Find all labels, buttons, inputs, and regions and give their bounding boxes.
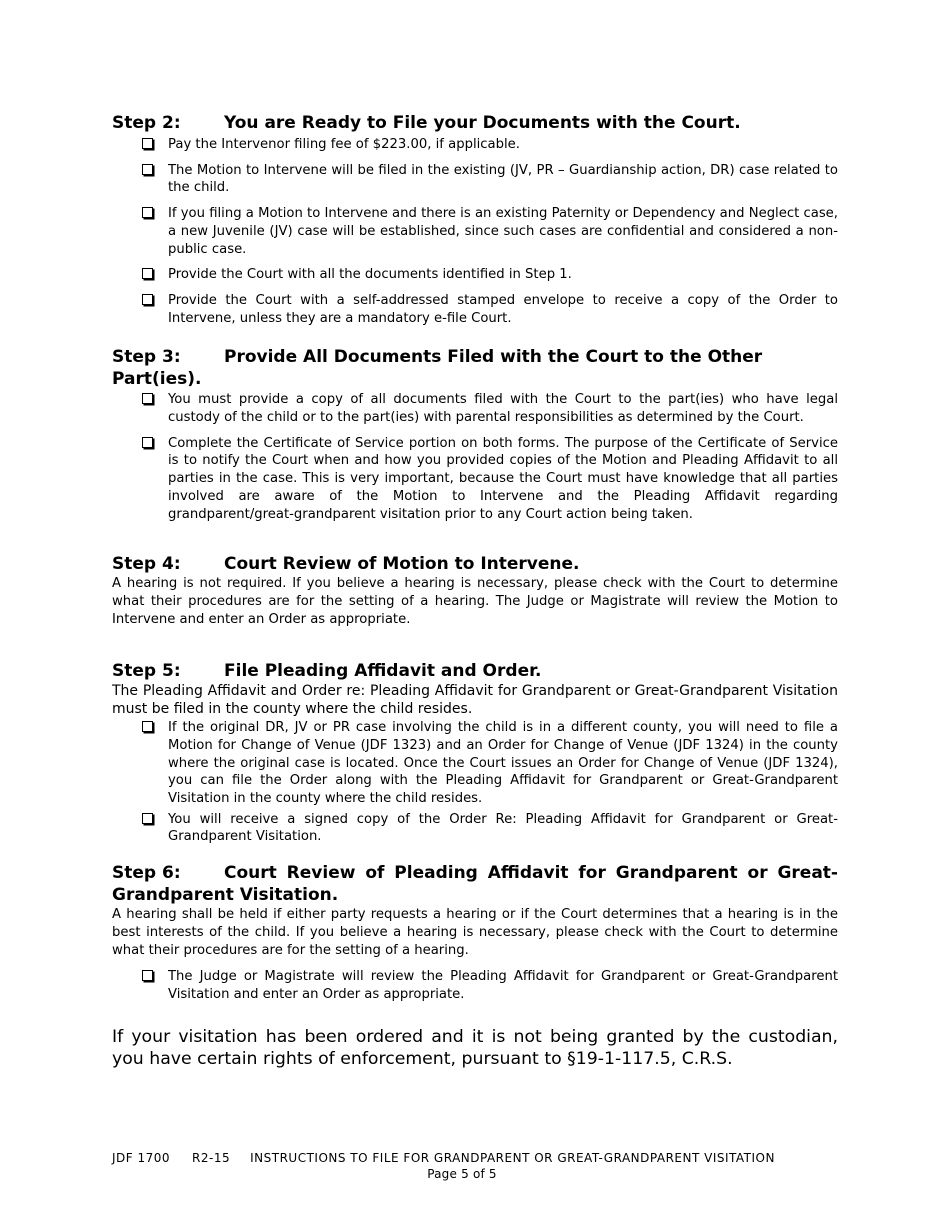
footer-title: INSTRUCTIONS TO FILE FOR GRANDPARENT OR GREAT-GRANDPARENT VISITATION: [250, 1151, 775, 1165]
step-6-checklist: [112, 968, 838, 1003]
step-3-checklist: [112, 391, 838, 523]
checklist-item-text: Pay the Intervenor filing fee of $223.00, if applicable.: [168, 137, 520, 152]
step-6-title: Court Review of Pleading Affidavit for Grandparent or Great-Grandparent Visitation.: [112, 863, 838, 906]
step-2-checklist: [112, 136, 838, 327]
checklist-item-text: The Motion to Intervene will be filed in the existing (JV, PR – Guardianship action, DR) case related to the child.: [168, 162, 838, 196]
checklist-item: [112, 435, 838, 524]
checklist-item-text: Provide the Court with all the documents identified in Step 1.: [168, 267, 572, 283]
enforcement-notice: If your visitation has been ordered and it is not being granted by the custodian, you have certain rights of enforcement, pursuant to §19-1-117.5, C.R.S.: [112, 1026, 838, 1070]
step-3-number: Step 3:: [112, 347, 181, 368]
checklist-item: [112, 811, 838, 846]
checklist-item-text: If the original DR, JV or PR case involving the child is in a different county, you will need to file a Motion for Change of Venue (JDF 1323) and an Order for Change of Venue (JDF 1324) in the county where the original case is located. Once the Court issues an Order for Change of Venue (JDF 1324), you can file the Order along with the Pleading Affidavit for Grandparent or Great-Grandparent Visitation in the county where the child resides.: [168, 720, 838, 807]
step-5-heading: [112, 660, 838, 682]
checkbox-icon: [142, 268, 153, 279]
step-5-section: [112, 660, 838, 846]
checklist-item: [112, 136, 838, 154]
step-3-heading: [112, 346, 838, 390]
step-3-title: Provide All Documents Filed with the Court to the Other Part(ies).: [112, 347, 763, 390]
checkbox-icon: [142, 393, 153, 404]
footer-page-number: Page 5 of 5: [427, 1167, 497, 1181]
checkbox-icon: [142, 437, 153, 448]
checklist-item: [112, 719, 838, 808]
checklist-item-text: You must provide a copy of all documents filed with the Court to the part(ies) who have legal custody of the child or to the part(ies) with parental responsibilities as determined by the Court.: [168, 392, 838, 426]
checklist-item-text: The Judge or Magistrate will review the Pleading Affidavit for Grandparent or Great-Grandparent Visitation and enter an Order as appropriate.: [168, 969, 838, 1002]
checkbox-icon: [142, 138, 153, 149]
checkbox-icon: [142, 721, 153, 732]
checklist-item-text: Provide the Court with a self-addressed stamped envelope to receive a copy of the Order to Intervene, unless they are a mandatory e-file Court.: [168, 292, 838, 326]
step-5-text: The Pleading Affidavit and Order re: Pleading Affidavit for Grandparent or Great-Grandparent Visitation must be filed in the county where the child resides.: [112, 683, 838, 718]
checkbox-icon: [142, 970, 153, 981]
checklist-item: [112, 391, 838, 426]
footer-revision: R2-15: [192, 1151, 231, 1165]
page-footer: [112, 1150, 838, 1182]
step-2-title: You are Ready to File your Documents with the Court.: [224, 113, 741, 133]
step-2-section: [112, 112, 838, 327]
checklist-item-text: Complete the Certificate of Service portion on both forms. The purpose of the Certificate of Service is to notify the Court when and how you provided copies of the Motion and Pleading Affidavit to all parties in the case. This is very important, because the Court must have knowledge that all parties involved are aware of the Motion to Intervene and the Pleading Affidavit regarding grandparent/great-grandparent visitation prior to any Court action being taken.: [168, 435, 838, 522]
footer-line: [112, 1150, 838, 1166]
step-4-number: Step 4:: [112, 554, 181, 575]
step-6-number: Step 6:: [112, 863, 181, 884]
step-6-text: A hearing shall be held if either party requests a hearing or if the Court determines that a hearing is in the best interests of the child. If you believe a hearing is necessary, please check with the Court to determine what their procedures are for the setting of a hearing.: [112, 907, 838, 959]
step-4-title: Court Review of Motion to Intervene.: [224, 554, 580, 575]
step-4-heading: [112, 553, 838, 575]
checkbox-icon: [142, 164, 153, 175]
checkbox-icon: [142, 207, 153, 218]
checklist-item: [112, 205, 838, 258]
step-2-heading: [112, 112, 838, 134]
step-3-section: [112, 346, 838, 523]
step-4-text: A hearing is not required. If you believe a hearing is necessary, please check with the Court to determine what their procedures are for the setting of a hearing. The Judge or Magistrate will review the Motion to Intervene and enter an Order as appropriate.: [112, 576, 838, 628]
step-5-checklist: [112, 719, 838, 846]
footer-form-number: JDF 1700: [112, 1151, 171, 1165]
checkbox-icon: [142, 294, 153, 305]
checklist-item: [112, 292, 838, 327]
checklist-item: [112, 968, 838, 1003]
step-5-title: File Pleading Affidavit and Order.: [224, 661, 542, 682]
checkbox-icon: [142, 813, 153, 824]
checklist-item-text: You will receive a signed copy of the Order Re: Pleading Affidavit for Grandparent or Great-Grandparent Visitation.: [168, 811, 838, 845]
step-2-number: Step 2:: [112, 113, 181, 133]
checklist-item-text: If you filing a Motion to Intervene and there is an existing Paternity or Dependency and Neglect case, a new Juvenile (JV) case will be established, since such cases are confidential and considered a non-public case.: [168, 206, 838, 257]
step-5-number: Step 5:: [112, 661, 181, 682]
step-4-section: [112, 553, 838, 629]
step-6-heading: [112, 862, 838, 906]
checklist-item: [112, 162, 838, 197]
document-page: [112, 112, 838, 1071]
checklist-item: [112, 266, 838, 284]
step-6-section: [112, 862, 838, 1003]
